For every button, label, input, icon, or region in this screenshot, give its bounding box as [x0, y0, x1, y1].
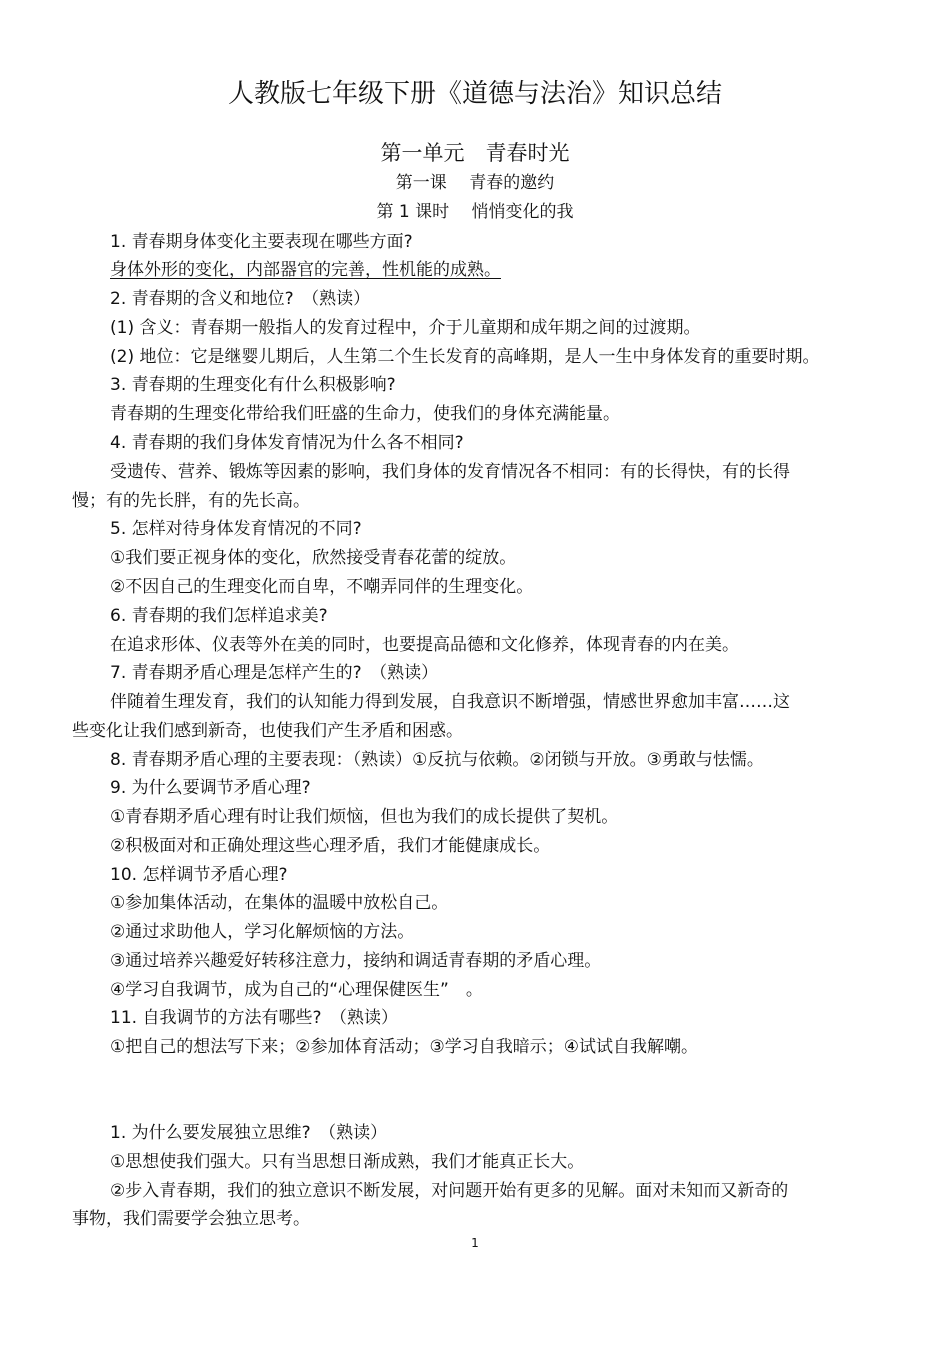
question-1: 1. 青春期身体变化主要表现在哪些方面? [110, 232, 413, 252]
question-10: 10. 怎样调节矛盾心理? [110, 865, 288, 885]
lesson-heading: 第一课 青春的邀约 [395, 173, 555, 193]
answer-7-line-1: 伴随着生理发育，我们的认知能力得到发展，自我意识不断增强，情感世界愈加丰富……这 [110, 692, 790, 712]
p2-question-1: 1. 为什么要发展独立思维? （熟读） [110, 1123, 388, 1143]
answer-2-status: (2) 地位：它是继婴儿期后，人生第二个生长发育的高峰期，是人一生中身体发育的重要时期。 [110, 347, 820, 367]
p2-answer-1-point-1: ①思想使我们强大。只有当思想日渐成熟，我们才能真正长大。 [110, 1152, 585, 1172]
answer-4-line-2: 慢；有的先长胖，有的先长高。 [72, 491, 310, 511]
answer-10-point-2: ②通过求助他人，学习化解烦恼的方法。 [110, 922, 415, 942]
question-9: 9. 为什么要调节矛盾心理? [110, 778, 311, 798]
answer-1: 身体外形的变化，内部器官的完善，性机能的成熟。 [110, 260, 501, 280]
answer-4-line-1: 受遗传、营养、锻炼等因素的影响，我们身体的发育情况各不相同：有的长得快，有的长得 [110, 462, 790, 482]
p2-answer-1-line-3: 事物，我们需要学会独立思考。 [72, 1209, 310, 1229]
answer-10-point-1: ①参加集体活动，在集体的温暖中放松自己。 [110, 893, 449, 913]
answer-7-line-2: 些变化让我们感到新奇，也使我们产生矛盾和困惑。 [72, 721, 463, 741]
answer-3: 青春期的生理变化带给我们旺盛的生命力，使我们的身体充满能量。 [110, 404, 620, 424]
question-5: 5. 怎样对待身体发育情况的不同? [110, 519, 362, 539]
question-4: 4. 青春期的我们身体发育情况为什么各不相同? [110, 433, 464, 453]
question-8: 8. 青春期矛盾心理的主要表现：（熟读）①反抗与依赖。②闭锁与开放。③勇敢与怯懦。 [110, 750, 764, 770]
answer-9-point-1: ①青春期矛盾心理有时让我们烦恼，但也为我们的成长提供了契机。 [110, 807, 619, 827]
answer-11: ①把自己的想法写下来；②参加体育活动；③学习自我暗示；④试试自我解嘲。 [110, 1037, 698, 1057]
document-title: 人教版七年级下册《道德与法治》知识总结 [227, 79, 722, 109]
answer-9-point-2: ②积极面对和正确处理这些心理矛盾，我们才能健康成长。 [110, 836, 551, 856]
question-2: 2. 青春期的含义和地位? （熟读） [110, 289, 371, 309]
period-heading-1: 第 1 课时 悄悄变化的我 [376, 202, 574, 222]
question-6: 6. 青春期的我们怎样追求美? [110, 606, 328, 626]
question-3: 3. 青春期的生理变化有什么积极影响? [110, 375, 396, 395]
answer-2-meaning: (1) 含义：青春期一般指人的发育过程中，介于儿童期和成年期之间的过渡期。 [110, 318, 701, 338]
page-number: 1 [471, 1236, 479, 1250]
question-11: 11. 自我调节的方法有哪些? （熟读） [110, 1008, 398, 1028]
answer-10-point-4: ④学习自我调节，成为自己的“心理保健医生” 。 [110, 980, 483, 1000]
answer-10-point-3: ③通过培养兴趣爱好转移注意力，接纳和调适青春期的矛盾心理。 [110, 951, 602, 971]
answer-5-point-2: ②不因自己的生理变化而自卑，不嘲弄同伴的生理变化。 [110, 577, 534, 597]
question-7: 7. 青春期矛盾心理是怎样产生的? （熟读） [110, 663, 439, 683]
answer-6: 在追求形体、仪表等外在美的同时，也要提高品德和文化修养，体现青春的内在美。 [110, 635, 739, 655]
unit-heading: 第一单元 青春时光 [380, 141, 570, 165]
answer-5-point-1: ①我们要正视身体的变化，欣然接受青春花蕾的绽放。 [110, 548, 517, 568]
p2-answer-1-point-2: ②步入青春期，我们的独立意识不断发展，对问题开始有更多的见解。面对未知而又新奇的 [110, 1181, 789, 1201]
